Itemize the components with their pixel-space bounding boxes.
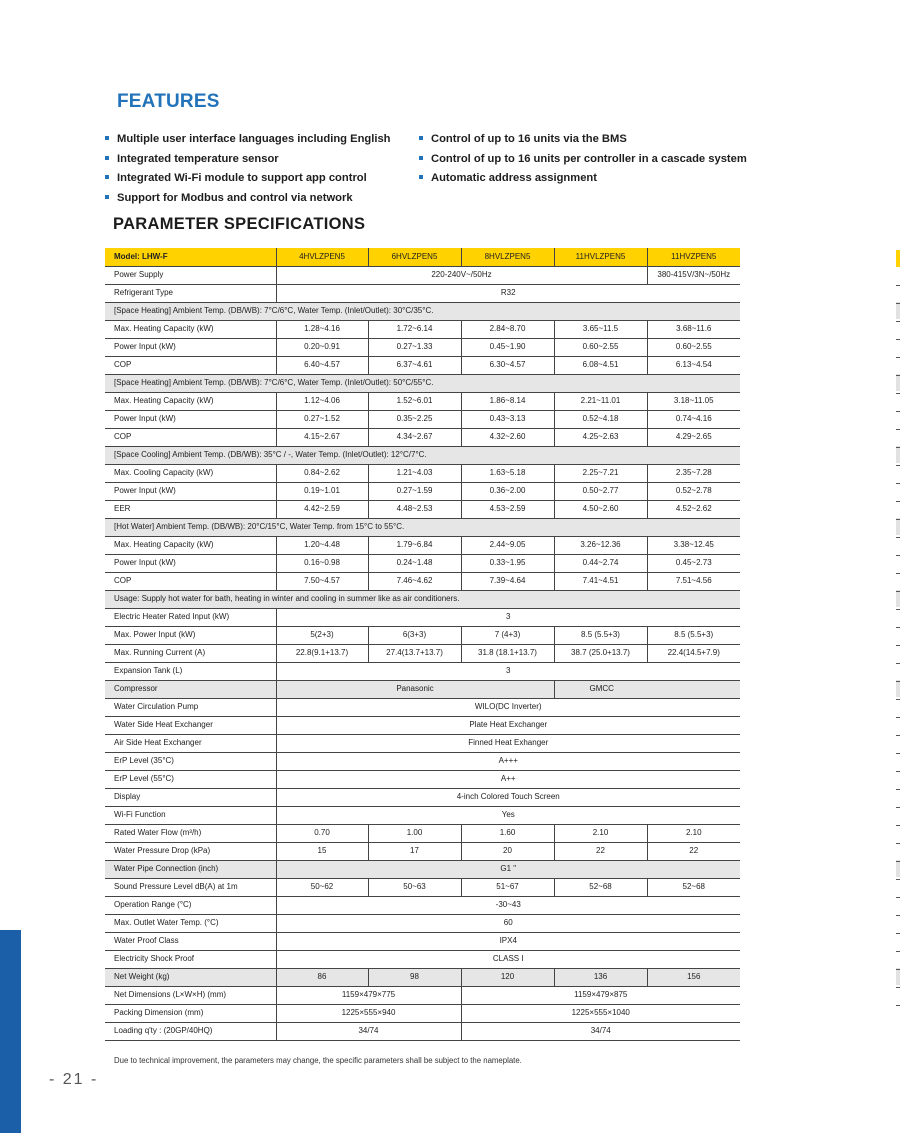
row-label: Max. Power Input (kW) <box>105 626 276 644</box>
table-row <box>105 338 740 356</box>
edge-gray-band <box>896 518 900 535</box>
table-section-row <box>105 446 740 464</box>
table-cell: 3 <box>276 608 740 626</box>
table-cell: 4.32~2.60 <box>461 428 554 446</box>
table-cell: 50~62 <box>276 878 368 896</box>
edge-gray-band <box>896 860 900 877</box>
side-accent-bar <box>0 930 21 1133</box>
table-cell: 3.18~11.05 <box>647 392 740 410</box>
table-cell: 1.63~5.18 <box>461 464 554 482</box>
table-row <box>105 680 740 698</box>
table-cell: 98 <box>368 968 461 986</box>
feature-item: Multiple user interface languages including English <box>105 131 391 151</box>
table-cell: 1159×479×775 <box>276 986 461 1004</box>
table-row <box>105 842 740 860</box>
table-cell: 4.42~2.59 <box>276 500 368 518</box>
feature-item: Automatic address assignment <box>419 170 747 190</box>
edge-gray-band <box>896 446 900 463</box>
table-cell: 1.28~4.16 <box>276 320 368 338</box>
table-section-row <box>105 590 740 608</box>
model-column-header: 8HVLZPEN5 <box>461 248 554 266</box>
row-label: Net Dimensions (L×W×H) (mm) <box>105 986 276 1004</box>
table-cell: 3.65~11.5 <box>554 320 647 338</box>
edge-rule <box>896 285 900 286</box>
table-row <box>105 284 740 302</box>
row-label: Model: LHW-F <box>105 248 276 266</box>
table-cell: 22 <box>554 842 647 860</box>
table-cell: 1.20~4.48 <box>276 536 368 554</box>
table-cell: 1.12~4.06 <box>276 392 368 410</box>
edge-rule <box>896 357 900 358</box>
row-label: Refrigerant Type <box>105 284 276 302</box>
feature-item: Control of up to 16 units per controller in a cascade system <box>419 151 747 171</box>
edge-rule <box>896 1005 900 1006</box>
row-label: COP <box>105 572 276 590</box>
edge-rule <box>896 573 900 574</box>
table-row <box>105 662 740 680</box>
row-label: Net Weight (kg) <box>105 968 276 986</box>
table-cell: R32 <box>276 284 740 302</box>
parameter-specifications-table <box>105 248 740 1041</box>
table-cell: 0.74~4.16 <box>647 410 740 428</box>
table-cell: 0.70 <box>276 824 368 842</box>
row-label: Max. Running Current (A) <box>105 644 276 662</box>
row-label: Sound Pressure Level dB(A) at 1m <box>105 878 276 896</box>
table-section-row <box>105 302 740 320</box>
edge-rule <box>896 681 900 682</box>
table-cell: 0.24~1.48 <box>368 554 461 572</box>
table-cell: 2.25~7.21 <box>554 464 647 482</box>
table-cell: A+++ <box>276 752 740 770</box>
edge-rule <box>896 861 900 862</box>
table-row <box>105 464 740 482</box>
table-cell: 7.46~4.62 <box>368 572 461 590</box>
row-label: COP <box>105 356 276 374</box>
row-label: Power Supply <box>105 266 276 284</box>
edge-rule <box>896 609 900 610</box>
row-label: Max. Heating Capacity (kW) <box>105 320 276 338</box>
table-row <box>105 716 740 734</box>
edge-rule <box>896 933 900 934</box>
row-label: Water Pipe Connection (inch) <box>105 860 276 878</box>
table-cell: 0.33~1.95 <box>461 554 554 572</box>
table-row <box>105 914 740 932</box>
feature-item: Integrated Wi-Fi module to support app control <box>105 170 391 190</box>
table-cell: 2.44~9.05 <box>461 536 554 554</box>
edge-rule <box>896 699 900 700</box>
table-cell: 8.5 (5.5+3) <box>647 626 740 644</box>
table-cell: 6.13~4.54 <box>647 356 740 374</box>
table-cell: A++ <box>276 770 740 788</box>
table-row <box>105 788 740 806</box>
table-cell: 4.53~2.59 <box>461 500 554 518</box>
edge-rule <box>896 501 900 502</box>
model-column-header: 4HVLZPEN5 <box>276 248 368 266</box>
table-cell: 60 <box>276 914 740 932</box>
table-row <box>105 986 740 1004</box>
table-cell: 6.37~4.61 <box>368 356 461 374</box>
table-cell: 0.20~0.91 <box>276 338 368 356</box>
table-row <box>105 410 740 428</box>
table-cell: 7.41~4.51 <box>554 572 647 590</box>
table-row <box>105 572 740 590</box>
edge-rule <box>896 591 900 592</box>
row-label: Power Input (kW) <box>105 410 276 428</box>
table-cell: 7.39~4.64 <box>461 572 554 590</box>
table-cell: 0.44~2.74 <box>554 554 647 572</box>
row-label: ErP Level (55°C) <box>105 770 276 788</box>
edge-rule <box>896 771 900 772</box>
edge-rule <box>896 429 900 430</box>
edge-rule <box>896 627 900 628</box>
table-cell: 136 <box>554 968 647 986</box>
table-row <box>105 554 740 572</box>
table-row <box>105 536 740 554</box>
table-row <box>105 806 740 824</box>
table-row <box>105 896 740 914</box>
table-cell: 7.51~4.56 <box>647 572 740 590</box>
model-column-header: 11HVLZPEN5 <box>554 248 647 266</box>
table-cell: 156 <box>647 968 740 986</box>
table-cell: 15 <box>276 842 368 860</box>
table-cell: 27.4(13.7+13.7) <box>368 644 461 662</box>
table-cell: 1225×555×1040 <box>461 1004 740 1022</box>
table-section-row <box>105 518 740 536</box>
table-row <box>105 320 740 338</box>
row-label: Electric Heater Rated Input (kW) <box>105 608 276 626</box>
table-cell: 6(3+3) <box>368 626 461 644</box>
table-cell: 34/74 <box>461 1022 740 1040</box>
edge-rule <box>896 987 900 988</box>
table-cell: -30~43 <box>276 896 740 914</box>
row-label: Electricity Shock Proof <box>105 950 276 968</box>
feature-item: Control of up to 16 units via the BMS <box>419 131 747 151</box>
table-cell: 86 <box>276 968 368 986</box>
table-row <box>105 626 740 644</box>
table-cell: 52~68 <box>554 878 647 896</box>
row-label: COP <box>105 428 276 446</box>
table-cell: 0.19~1.01 <box>276 482 368 500</box>
table-cell: 7 (4+3) <box>461 626 554 644</box>
section-condition: [Space Heating] Ambient Temp. (DB/WB): 7°C/6°C, Water Temp. (Inlet/Outlet): 30°C/35°C. <box>105 302 740 320</box>
table-cell: CLASS I <box>276 950 740 968</box>
edge-gray-band <box>896 590 900 607</box>
row-label: EER <box>105 500 276 518</box>
edge-gray-band <box>896 374 900 391</box>
table-cell: 7.50~4.57 <box>276 572 368 590</box>
edge-rule <box>896 915 900 916</box>
model-column-header: 6HVLZPEN5 <box>368 248 461 266</box>
table-cell: 120 <box>461 968 554 986</box>
row-label: Max. Outlet Water Temp. (°C) <box>105 914 276 932</box>
section-condition: [Space Heating] Ambient Temp. (DB/WB): 7°C/6°C, Water Temp. (Inlet/Outlet): 50°C/55°C. <box>105 374 740 392</box>
row-label: Max. Heating Capacity (kW) <box>105 392 276 410</box>
row-label: Rated Water Flow (m³/h) <box>105 824 276 842</box>
edge-rule <box>896 555 900 556</box>
table-row <box>105 608 740 626</box>
table-cell: 4.50~2.60 <box>554 500 647 518</box>
row-label: Water Circulation Pump <box>105 698 276 716</box>
table-cell: GMCC <box>554 680 740 698</box>
edge-header-tab <box>896 250 900 267</box>
edge-rule <box>896 843 900 844</box>
table-cell: 1.79~6.84 <box>368 536 461 554</box>
table-row <box>105 932 740 950</box>
table-cell: 0.60~2.55 <box>554 338 647 356</box>
table-row <box>105 878 740 896</box>
table-section-row <box>105 374 740 392</box>
table-row <box>105 356 740 374</box>
table-cell: 6.40~4.57 <box>276 356 368 374</box>
table-cell: Finned Heat Exhanger <box>276 734 740 752</box>
edge-rule <box>896 717 900 718</box>
table-cell: 0.27~1.33 <box>368 338 461 356</box>
edge-rule <box>896 969 900 970</box>
table-cell: 2.10 <box>647 824 740 842</box>
edge-gray-band <box>896 680 900 697</box>
edge-rule <box>896 645 900 646</box>
row-label: Loading q'ty : (20GP/40HQ) <box>105 1022 276 1040</box>
table-cell: 1159×479×875 <box>461 986 740 1004</box>
edge-rule <box>896 897 900 898</box>
table-row <box>105 392 740 410</box>
table-cell: 22.8(9.1+13.7) <box>276 644 368 662</box>
row-label: Water Side Heat Exchanger <box>105 716 276 734</box>
table-row <box>105 824 740 842</box>
edge-rule <box>896 753 900 754</box>
table-cell: 50~63 <box>368 878 461 896</box>
table-cell: 1.00 <box>368 824 461 842</box>
table-cell: WILO(DC Inverter) <box>276 698 740 716</box>
table-cell: 4.25~2.63 <box>554 428 647 446</box>
edge-rule <box>896 663 900 664</box>
table-cell: 1.72~6.14 <box>368 320 461 338</box>
table-row <box>105 698 740 716</box>
row-label: Power Input (kW) <box>105 482 276 500</box>
row-label: Max. Heating Capacity (kW) <box>105 536 276 554</box>
table-cell: 38.7 (25.0+13.7) <box>554 644 647 662</box>
table-cell: 0.52~2.78 <box>647 482 740 500</box>
table-cell: IPX4 <box>276 932 740 950</box>
row-label: Max. Cooling Capacity (kW) <box>105 464 276 482</box>
feature-item: Support for Modbus and control via network <box>105 190 391 210</box>
table-cell: 52~68 <box>647 878 740 896</box>
edge-rule <box>896 465 900 466</box>
table-cell: 1.21~4.03 <box>368 464 461 482</box>
table-cell: 3.26~12.36 <box>554 536 647 554</box>
row-label: Compressor <box>105 680 276 698</box>
table-cell: 20 <box>461 842 554 860</box>
edge-rule <box>896 375 900 376</box>
table-cell: 34/74 <box>276 1022 461 1040</box>
table-cell: 2.35~7.28 <box>647 464 740 482</box>
table-cell: 380-415V/3N~/50Hz <box>647 266 740 284</box>
row-label: Power Input (kW) <box>105 554 276 572</box>
table-cell: 1225×555×940 <box>276 1004 461 1022</box>
footnote: Due to technical improvement, the parameters may change, the specific parameters shall be subject to the nameplate. <box>114 1056 522 1065</box>
table-cell: 22 <box>647 842 740 860</box>
table-cell: 22.4(14.5+7.9) <box>647 644 740 662</box>
row-label: Wi-Fi Function <box>105 806 276 824</box>
table-cell: 0.16~0.98 <box>276 554 368 572</box>
table-row <box>105 1004 740 1022</box>
edge-rule <box>896 735 900 736</box>
table-cell: 4.29~2.65 <box>647 428 740 446</box>
table-row <box>105 752 740 770</box>
table-cell: 31.8 (18.1+13.7) <box>461 644 554 662</box>
table-row <box>105 968 740 986</box>
table-cell: Plate Heat Exchanger <box>276 716 740 734</box>
row-label: Packing Dimension (mm) <box>105 1004 276 1022</box>
row-label: Display <box>105 788 276 806</box>
table-cell: 8.5 (5.5+3) <box>554 626 647 644</box>
edge-rule <box>896 303 900 304</box>
edge-rule <box>896 519 900 520</box>
edge-rule <box>896 789 900 790</box>
table-cell: 3 <box>276 662 740 680</box>
table-cell: 0.36~2.00 <box>461 482 554 500</box>
edge-rule <box>896 339 900 340</box>
edge-rule <box>896 537 900 538</box>
row-label: Water Pressure Drop (kPa) <box>105 842 276 860</box>
table-cell: 4.34~2.67 <box>368 428 461 446</box>
page-number: - 21 - <box>49 1071 99 1088</box>
features-list-left <box>105 131 391 210</box>
table-cell: 5(2+3) <box>276 626 368 644</box>
row-label: Air Side Heat Exchanger <box>105 734 276 752</box>
table-row <box>105 266 740 284</box>
edge-gray-band <box>896 968 900 985</box>
edge-rule <box>896 483 900 484</box>
edge-rule <box>896 321 900 322</box>
features-heading: FEATURES <box>117 91 220 112</box>
edge-rule <box>896 411 900 412</box>
table-cell: G1 " <box>276 860 740 878</box>
table-cell: 4.52~2.62 <box>647 500 740 518</box>
table-row <box>105 644 740 662</box>
edge-gray-band <box>896 302 900 319</box>
table-row <box>105 734 740 752</box>
table-cell: 0.35~2.25 <box>368 410 461 428</box>
table-cell: 0.84~2.62 <box>276 464 368 482</box>
table-cell: 3.68~11.6 <box>647 320 740 338</box>
section-condition: Usage: Supply hot water for bath, heating in winter and cooling in summer like as air conditioners. <box>105 590 740 608</box>
table-cell: 3.38~12.45 <box>647 536 740 554</box>
table-cell: 0.50~2.77 <box>554 482 647 500</box>
table-cell: 0.43~3.13 <box>461 410 554 428</box>
table-cell: 1.60 <box>461 824 554 842</box>
edge-rule <box>896 951 900 952</box>
edge-rule <box>896 447 900 448</box>
table-cell: 0.45~2.73 <box>647 554 740 572</box>
table-cell: Panasonic <box>276 680 554 698</box>
table-cell: 2.21~11.01 <box>554 392 647 410</box>
edge-rule <box>896 807 900 808</box>
table-cell: 17 <box>368 842 461 860</box>
table-cell: 220-240V~/50Hz <box>276 266 647 284</box>
table-cell: 0.27~1.52 <box>276 410 368 428</box>
table-cell: Yes <box>276 806 740 824</box>
section-condition: [Hot Water] Ambient Temp. (DB/WB): 20°C/15°C, Water Temp. from 15°C to 55°C. <box>105 518 740 536</box>
row-label: ErP Level (35°C) <box>105 752 276 770</box>
table-cell: 4-inch Colored Touch Screen <box>276 788 740 806</box>
table-row <box>105 1022 740 1040</box>
table-cell: 2.84~8.70 <box>461 320 554 338</box>
table-row <box>105 428 740 446</box>
edge-rule <box>896 393 900 394</box>
table-cell: 1.86~8.14 <box>461 392 554 410</box>
table-cell: 4.48~2.53 <box>368 500 461 518</box>
section-condition: [Space Cooling] Ambient Temp. (DB/WB): 35°C / -, Water Temp. (Inlet/Outlet): 12°C/7°C. <box>105 446 740 464</box>
table-cell: 0.60~2.55 <box>647 338 740 356</box>
features-list-right <box>419 131 747 190</box>
feature-item: Integrated temperature sensor <box>105 151 391 171</box>
table-cell: 0.45~1.90 <box>461 338 554 356</box>
table-cell: 1.52~6.01 <box>368 392 461 410</box>
table-header-row <box>105 248 740 266</box>
table-row <box>105 500 740 518</box>
edge-rule <box>896 879 900 880</box>
row-label: Expansion Tank (L) <box>105 662 276 680</box>
table-cell: 0.27~1.59 <box>368 482 461 500</box>
row-label: Operation Range (°C) <box>105 896 276 914</box>
row-label: Power Input (kW) <box>105 338 276 356</box>
table-cell: 6.30~4.57 <box>461 356 554 374</box>
model-column-header: 11HVZPEN5 <box>647 248 740 266</box>
table-row <box>105 860 740 878</box>
table-row <box>105 950 740 968</box>
table-cell: 51~67 <box>461 878 554 896</box>
specifications-heading: PARAMETER SPECIFICATIONS <box>113 215 366 233</box>
table-cell: 2.10 <box>554 824 647 842</box>
table-cell: 0.52~4.18 <box>554 410 647 428</box>
table-row <box>105 770 740 788</box>
table-cell: 4.15~2.67 <box>276 428 368 446</box>
table-cell: 6.08~4.51 <box>554 356 647 374</box>
row-label: Water Proof Class <box>105 932 276 950</box>
edge-rule <box>896 825 900 826</box>
table-row <box>105 482 740 500</box>
